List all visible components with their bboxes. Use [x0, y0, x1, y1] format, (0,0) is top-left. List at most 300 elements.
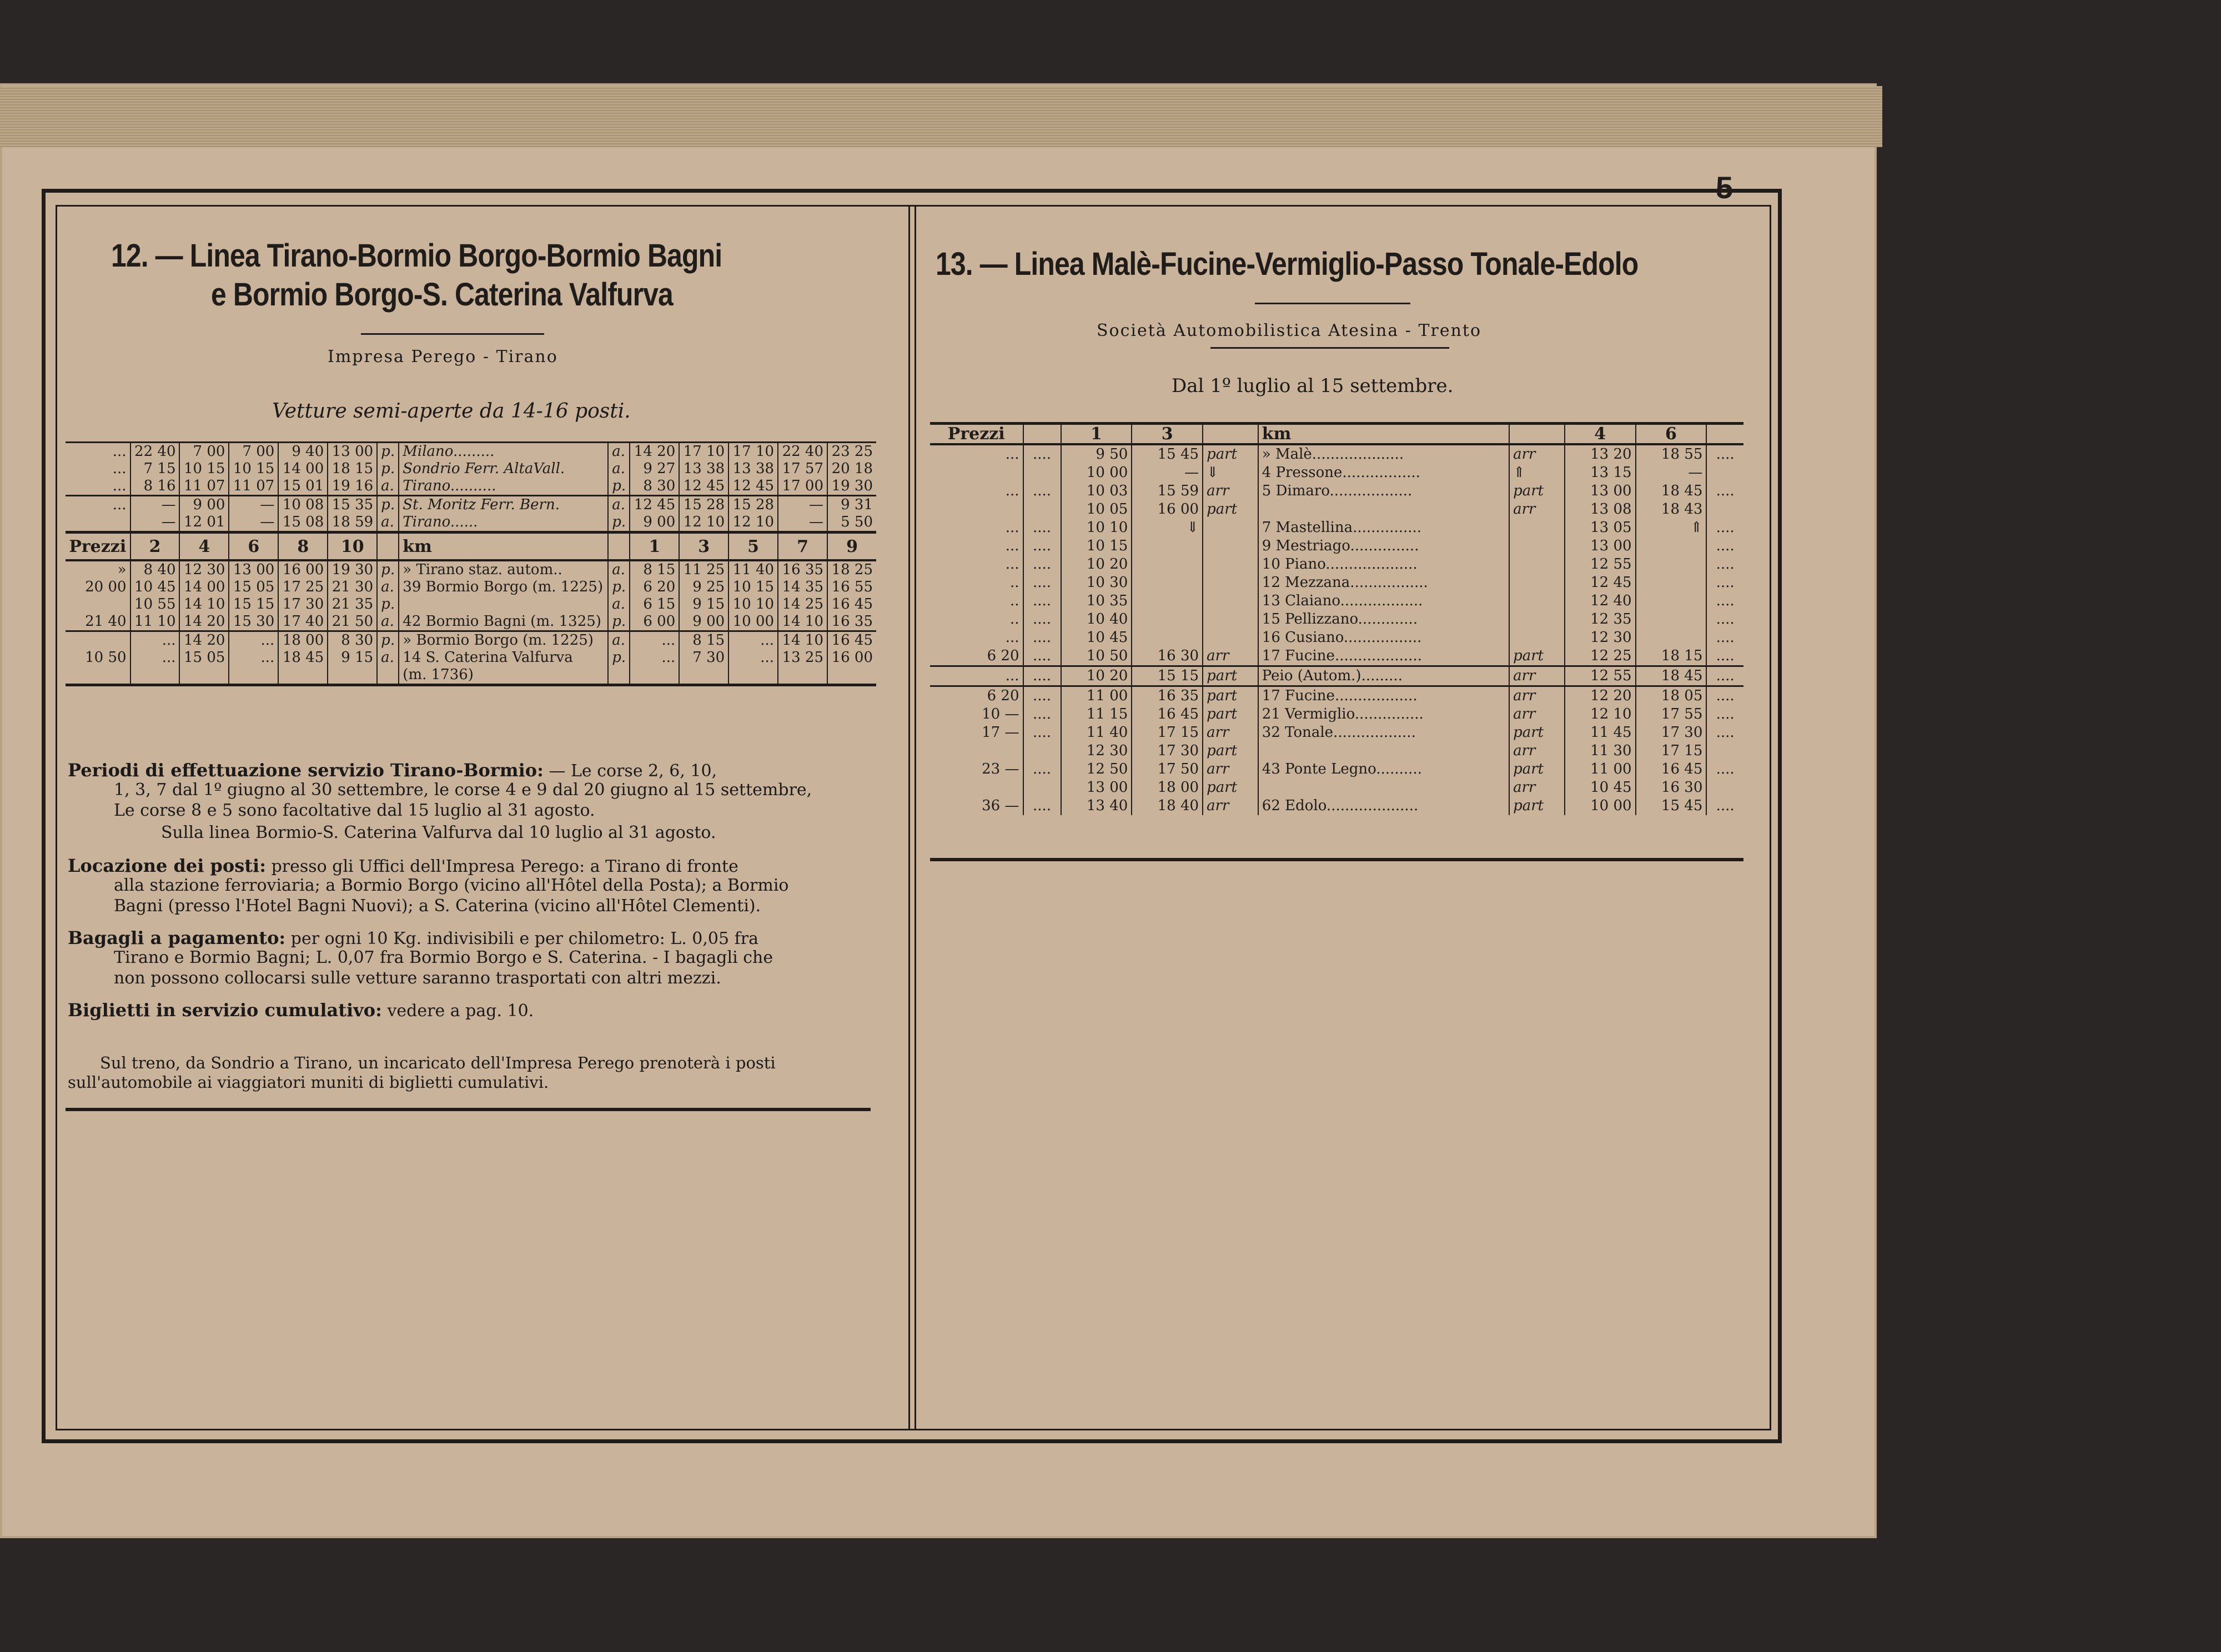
- table-cell: 21 50: [328, 613, 377, 631]
- table-cell: 17 30: [1132, 742, 1203, 760]
- table-row: [930, 519, 1743, 537]
- table-row: [930, 610, 1743, 629]
- table-cell: Milano.........: [399, 443, 608, 461]
- table-cell: 16 45: [827, 596, 876, 613]
- table-cell: Sondrio Ferr. AltaVall.: [399, 460, 608, 478]
- table-cell: part: [1203, 686, 1258, 706]
- table-cell: 9 27: [630, 460, 679, 478]
- table-cell: [608, 666, 630, 685]
- table-cell: 12 Mezzana.................: [1258, 574, 1509, 592]
- table-cell: [328, 666, 377, 685]
- table-cell: arr: [1509, 742, 1565, 760]
- table-cell: p.: [377, 443, 399, 461]
- table-cell: [1203, 629, 1258, 647]
- table-cell: 9 00: [679, 613, 728, 631]
- table-cell: 10 35: [1061, 592, 1132, 610]
- table-cell: » Bormio Borgo (m. 1225): [399, 631, 608, 650]
- table-cell: ....: [1023, 760, 1061, 779]
- table-cell: ...: [728, 631, 778, 650]
- train-line2: sull'automobile ai viaggiatori muniti di biglietti cumulativi.: [68, 1073, 549, 1092]
- table-cell: ...: [1005, 446, 1019, 463]
- table-cell: ....: [1023, 666, 1061, 686]
- table-cell: 16 45: [1132, 705, 1203, 724]
- table-cell: [1509, 629, 1565, 647]
- table-cell: 12 45: [630, 496, 679, 514]
- table-cell: arr: [1203, 482, 1258, 500]
- table-row: [66, 460, 876, 478]
- table-cell: Tirano......: [399, 514, 608, 533]
- table-cell: 10 50: [1061, 647, 1132, 666]
- table-cell: 17 00: [778, 478, 827, 496]
- table-cell: 15 35: [328, 496, 377, 514]
- table-cell: ...: [66, 496, 130, 514]
- table-cell: 16 00: [827, 649, 876, 666]
- table-cell: —: [229, 496, 278, 514]
- table-cell: a.: [377, 478, 399, 496]
- train-line1: Sul treno, da Sondrio a Tirano, un incaricato dell'Impresa Perego prenoterà i posti: [100, 1053, 776, 1072]
- periods-line3: Le corse 8 e 5 sono facoltative dal 15 luglio al 31 agosto.: [114, 801, 595, 820]
- table-row: [66, 478, 876, 496]
- table-cell: 12 35: [1565, 610, 1636, 629]
- table-cell: ....: [1023, 519, 1061, 537]
- table-cell: 22 40: [130, 443, 180, 461]
- table-cell: [827, 666, 876, 685]
- table-cell: [66, 631, 130, 650]
- luggage-line1: per ogni 10 Kg. indivisibili e per chilometro: L. 0,05 fra: [290, 929, 758, 948]
- table-cell: 22 40: [778, 443, 827, 461]
- header-cell: Prezzi: [66, 533, 130, 561]
- header-row: [930, 424, 1743, 445]
- table-cell: ....: [1023, 555, 1061, 574]
- table-cell: 15 28: [679, 496, 728, 514]
- table-cell: ...: [630, 631, 679, 650]
- header-cell: [608, 533, 630, 561]
- table-cell: 17 40: [278, 613, 328, 631]
- table-cell: 13 25: [778, 649, 827, 666]
- tickets-label: Biglietti in servizio cumulativo:: [68, 1000, 382, 1021]
- table-cell: ....: [1706, 666, 1743, 686]
- table-cell: ...: [130, 649, 180, 666]
- table-cell: ....: [1023, 686, 1061, 706]
- table-cell: p.: [608, 579, 630, 596]
- table-cell: ⇑: [1636, 519, 1707, 537]
- table-cell: ...: [229, 649, 278, 666]
- table-cell: 18 55: [1636, 444, 1707, 464]
- table-cell: part: [1203, 779, 1258, 797]
- header-cell: 4: [1565, 424, 1636, 445]
- table-cell: 14 10: [179, 596, 229, 613]
- table-cell: [1636, 629, 1707, 647]
- table-cell: arr: [1203, 760, 1258, 779]
- table-cell: 12 30: [1565, 629, 1636, 647]
- table-cell: 13 05: [1565, 519, 1636, 537]
- table-cell: 10 20: [1061, 555, 1132, 574]
- table-cell: 9 Mestriago...............: [1258, 537, 1509, 555]
- table-cell: 32 Tonale..................: [1258, 724, 1509, 742]
- table-cell: 5 Dimaro..................: [1258, 482, 1509, 500]
- table-cell: » Tirano staz. autom..: [399, 560, 608, 579]
- table-cell: 39 Bormio Borgo (m. 1225): [399, 579, 608, 596]
- table-cell: ...: [112, 478, 127, 494]
- table-cell: 16 30: [1636, 779, 1707, 797]
- table-cell: 12 30: [179, 560, 229, 579]
- table-cell: [1509, 519, 1565, 537]
- table-cell: 12 20: [1565, 686, 1636, 706]
- table-cell: 14 S. Caterina Valfurva: [399, 649, 608, 666]
- right-rule2: [1210, 347, 1449, 349]
- table-cell: 17 10: [728, 443, 778, 461]
- header-cell: 1: [1061, 424, 1132, 445]
- table-cell: 10 05: [1061, 500, 1132, 519]
- table-cell: 5 50: [827, 514, 876, 533]
- table-cell: ...: [1005, 538, 1019, 554]
- table-cell: 17 Fucine...................: [1258, 647, 1509, 666]
- table-cell: 9 31: [827, 496, 876, 514]
- table-cell: 8 15: [630, 560, 679, 579]
- table-cell: part: [1509, 647, 1565, 666]
- table-cell: a.: [608, 596, 630, 613]
- table-cell: —: [778, 514, 827, 533]
- luggage-line2: Tirano e Bormio Bagni; L. 0,07 fra Bormio Borgo e S. Caterina. - I bagagli che: [114, 948, 773, 967]
- table-cell: 15 08: [278, 514, 328, 533]
- table-cell: 10 50: [85, 649, 127, 666]
- table-cell: 13 00: [1061, 779, 1132, 797]
- table-cell: 17 30: [278, 596, 328, 613]
- table-cell: 10 03: [1061, 482, 1132, 500]
- table-cell: arr: [1509, 500, 1565, 519]
- header-cell: Prezzi: [930, 424, 1023, 445]
- table-cell: 11 00: [1061, 686, 1132, 706]
- table-cell: 14 35: [778, 579, 827, 596]
- table-cell: ...: [728, 649, 778, 666]
- table-cell: 7 15: [130, 460, 180, 478]
- table-cell: 18 40: [1132, 797, 1203, 815]
- table-cell: 17 50: [1132, 760, 1203, 779]
- table-cell: 15 45: [1132, 444, 1203, 464]
- table-row: [66, 514, 876, 533]
- table-cell: 12 50: [1061, 760, 1132, 779]
- table-cell: Tirano..........: [399, 478, 608, 496]
- table-cell: 23 25: [827, 443, 876, 461]
- table-cell: 10 45: [1565, 779, 1636, 797]
- table-cell: ....: [1706, 482, 1743, 500]
- table-row: [930, 666, 1743, 686]
- header-cell: 3: [679, 533, 728, 561]
- table-cell: [1509, 574, 1565, 592]
- table-cell: ..: [1009, 592, 1019, 609]
- table-cell: 17 15: [1636, 742, 1707, 760]
- table-cell: 18 15: [328, 460, 377, 478]
- table-cell: —: [1132, 464, 1203, 482]
- table-cell: ....: [1706, 629, 1743, 647]
- table-cell: 15 15: [1132, 666, 1203, 686]
- header-cell: [1023, 424, 1061, 445]
- table-cell: ....: [1706, 574, 1743, 592]
- table-cell: —: [130, 514, 180, 533]
- table-cell: [1636, 537, 1707, 555]
- table-cell: [66, 596, 130, 613]
- table-cell: 43 Ponte Legno..........: [1258, 760, 1509, 779]
- header-cell: [1509, 424, 1565, 445]
- table-cell: part: [1203, 742, 1258, 760]
- table-cell: arr: [1203, 647, 1258, 666]
- table-cell: ⇑: [1509, 464, 1565, 482]
- table-cell: 16 45: [1636, 760, 1707, 779]
- table-cell: ...: [130, 631, 180, 650]
- right-rule: [1255, 303, 1410, 304]
- table-cell: 9 15: [679, 596, 728, 613]
- table-cell: [1203, 537, 1258, 555]
- table-cell: 10 00: [1061, 464, 1132, 482]
- table-row: [930, 797, 1743, 815]
- table-cell: ....: [1023, 537, 1061, 555]
- table-cell: ....: [1706, 797, 1743, 815]
- table-cell: 11 07: [179, 478, 229, 496]
- header-cell: 2: [130, 533, 180, 561]
- table-cell: [1636, 592, 1707, 610]
- table-cell: arr: [1509, 705, 1565, 724]
- header-cell: 7: [778, 533, 827, 561]
- table-cell: ..: [1009, 574, 1019, 591]
- table-cell: p.: [377, 596, 399, 613]
- table-cell: 10 —: [982, 706, 1019, 722]
- table-cell: [1023, 742, 1061, 760]
- table-cell: 11 00: [1565, 760, 1636, 779]
- table-cell: a.: [377, 579, 399, 596]
- table-row: [66, 649, 876, 666]
- table-cell: ....: [1023, 444, 1061, 464]
- table-cell: [1023, 464, 1061, 482]
- table-cell: p.: [608, 478, 630, 496]
- table-cell: 15 59: [1132, 482, 1203, 500]
- table-cell: 14 20: [179, 613, 229, 631]
- table-cell: p.: [608, 514, 630, 533]
- table-cell: 7 Mastellina...............: [1258, 519, 1509, 537]
- booking-line3: Bagni (presso l'Hotel Bagni Nuovi); a S. Caterina (vicino all'Hôtel Clementi).: [114, 896, 761, 916]
- header-cell: 6: [229, 533, 278, 561]
- header-cell: 6: [1636, 424, 1707, 445]
- header-cell: 10: [328, 533, 377, 561]
- table-cell: 13 38: [679, 460, 728, 478]
- table-cell: 17 10: [679, 443, 728, 461]
- table-cell: » Malè....................: [1258, 444, 1509, 464]
- table-cell: part: [1203, 500, 1258, 519]
- header-cell: 3: [1132, 424, 1203, 445]
- table-cell: 13 00: [328, 443, 377, 461]
- right-title: 13. — Linea Malè-Fucine-Vermiglio-Passo Tonale-Edolo: [936, 246, 1639, 282]
- right-company: Società Automobilistica Atesina - Trento: [1097, 321, 1482, 340]
- table-cell: [1258, 742, 1509, 760]
- table-cell: [1023, 779, 1061, 797]
- table-cell: [1203, 519, 1258, 537]
- table-cell: 14 10: [778, 613, 827, 631]
- table-cell: 10 55: [130, 596, 180, 613]
- table-cell: [1203, 610, 1258, 629]
- table-row: [66, 443, 876, 461]
- table-cell: 16 35: [827, 613, 876, 631]
- table-cell: 12 30: [1061, 742, 1132, 760]
- table-cell: 12 10: [728, 514, 778, 533]
- table-cell: 9 50: [1061, 444, 1132, 464]
- table-cell: 14 00: [278, 460, 328, 478]
- table-cell: 16 35: [778, 560, 827, 579]
- table-row: [66, 631, 876, 650]
- booking-line2: alla stazione ferroviaria; a Bormio Borgo (vicino all'Hôtel della Posta); a Bormio: [114, 876, 789, 895]
- table-cell: 11 25: [679, 560, 728, 579]
- table-cell: 13 00: [229, 560, 278, 579]
- table-cell: 8 30: [630, 478, 679, 496]
- table-cell: 15 01: [278, 478, 328, 496]
- table-cell: 10 15: [728, 579, 778, 596]
- table-cell: arr: [1203, 797, 1258, 815]
- table-cell: part: [1203, 444, 1258, 464]
- table-cell: 15 15: [229, 596, 278, 613]
- table-cell: a.: [608, 631, 630, 650]
- table-row: [66, 596, 876, 613]
- table-cell: 11 45: [1565, 724, 1636, 742]
- table-cell: 10 00: [728, 613, 778, 631]
- table-cell: part: [1509, 724, 1565, 742]
- table-cell: ....: [1023, 797, 1061, 815]
- table-cell: 21 30: [328, 579, 377, 596]
- table-row: [66, 560, 876, 579]
- table-cell: [1509, 537, 1565, 555]
- table-cell: 10 15: [229, 460, 278, 478]
- table-cell: 23 —: [982, 761, 1019, 777]
- table-cell: 10 45: [1061, 629, 1132, 647]
- table-cell: 10 Piano....................: [1258, 555, 1509, 574]
- table-cell: 11 10: [130, 613, 180, 631]
- table-cell: ...: [630, 649, 679, 666]
- table-cell: [1258, 779, 1509, 797]
- table-cell: ...: [112, 460, 127, 477]
- table-row: [66, 666, 876, 685]
- left-vehicles: Vetture semi-aperte da 14-16 posti.: [272, 400, 631, 423]
- table-cell: ....: [1706, 760, 1743, 779]
- table-cell: 12 55: [1565, 666, 1636, 686]
- table-cell: ⇓: [1203, 464, 1258, 482]
- table-cell: 18 45: [1636, 666, 1707, 686]
- table-cell: 16 35: [1132, 686, 1203, 706]
- page-number: 5: [1716, 170, 1733, 205]
- table-cell: 8 30: [328, 631, 377, 650]
- left-periods: [68, 760, 717, 781]
- table-row: [930, 482, 1743, 500]
- table-cell: [377, 666, 399, 685]
- table-cell: 19 16: [328, 478, 377, 496]
- right-bottom-rule: [930, 858, 1743, 861]
- table-cell: [679, 666, 728, 685]
- table-cell: 13 40: [1061, 797, 1132, 815]
- header-cell: 9: [827, 533, 876, 561]
- luggage-line3: non possono collocarsi sulle vetture saranno trasportati con altri mezzi.: [114, 968, 721, 988]
- table-row: [930, 592, 1743, 610]
- table-cell: [1706, 500, 1743, 519]
- left-luggage: [68, 927, 758, 948]
- table-cell: [1706, 779, 1743, 797]
- table-cell: ....: [1023, 724, 1061, 742]
- table-cell: 11 15: [1061, 705, 1132, 724]
- table-cell: [1509, 610, 1565, 629]
- table-cell: 10 00: [1565, 797, 1636, 815]
- table-cell: ...: [66, 443, 130, 461]
- table-cell: 10 45: [130, 579, 180, 596]
- table-cell: 16 00: [278, 560, 328, 579]
- table-cell: p.: [377, 460, 399, 478]
- table-cell: ...: [930, 666, 1023, 686]
- table-cell: part: [1509, 482, 1565, 500]
- header-cell: 5: [728, 533, 778, 561]
- table-cell: 10 15: [179, 460, 229, 478]
- header-cell: 4: [179, 533, 229, 561]
- table-cell: [179, 666, 229, 685]
- table-cell: 19 30: [328, 560, 377, 579]
- table-cell: 11 40: [728, 560, 778, 579]
- header-cell: 8: [278, 533, 328, 561]
- table-cell: [1132, 592, 1203, 610]
- table-cell: ...: [1005, 629, 1019, 646]
- booking-label: Locazione dei posti:: [68, 855, 267, 876]
- table-cell: 11 30: [1565, 742, 1636, 760]
- table-cell: 62 Edolo....................: [1258, 797, 1509, 815]
- table-cell: 10 10: [728, 596, 778, 613]
- right-period: Dal 1º luglio al 15 settembre.: [1172, 375, 1454, 397]
- table-cell: 10 40: [1061, 610, 1132, 629]
- table-cell: [930, 464, 1023, 482]
- table-cell: ⇓: [1132, 519, 1203, 537]
- table-cell: 14 20: [179, 631, 229, 650]
- table-cell: [1132, 574, 1203, 592]
- table-row: [930, 444, 1743, 464]
- table-cell: 18 25: [827, 560, 876, 579]
- table-cell: 10 10: [1061, 519, 1132, 537]
- table-cell: 10 08: [278, 496, 328, 514]
- table-cell: 6 20: [630, 579, 679, 596]
- table-row: [930, 760, 1743, 779]
- table-cell: p.: [377, 496, 399, 514]
- table-cell: arr: [1509, 444, 1565, 464]
- table-cell: 42 Bormio Bagni (m. 1325): [399, 613, 608, 631]
- table-cell: ....: [1706, 705, 1743, 724]
- page-stack-edge: [0, 86, 1882, 147]
- booking-line1: presso gli Uffici dell'Impresa Perego: a Tirano di fronte: [271, 857, 738, 876]
- table-cell: a.: [608, 443, 630, 461]
- table-cell: 19 30: [827, 478, 876, 496]
- table-cell: part: [1203, 705, 1258, 724]
- table-cell: p.: [377, 631, 399, 650]
- table-cell: [229, 666, 278, 685]
- table-cell: ....: [1706, 724, 1743, 742]
- table-cell: 13 00: [1565, 482, 1636, 500]
- table-cell: 13 08: [1565, 500, 1636, 519]
- header-cell: km: [1258, 424, 1509, 445]
- table-cell: ....: [1023, 647, 1061, 666]
- table-cell: part: [1509, 760, 1565, 779]
- table-cell: 7 00: [229, 443, 278, 461]
- table-cell: 8 16: [130, 478, 180, 496]
- table-cell: —: [778, 496, 827, 514]
- table-cell: [1636, 574, 1707, 592]
- table-cell: 13 Claiano..................: [1258, 592, 1509, 610]
- table-cell: 17 30: [1636, 724, 1707, 742]
- table-cell: a.: [377, 613, 399, 631]
- table-cell: 11 07: [229, 478, 278, 496]
- table-cell: [1132, 537, 1203, 555]
- header-cell: km: [399, 533, 608, 561]
- table-cell: 17 25: [278, 579, 328, 596]
- table-row: [930, 686, 1743, 706]
- table-cell: »: [117, 561, 127, 578]
